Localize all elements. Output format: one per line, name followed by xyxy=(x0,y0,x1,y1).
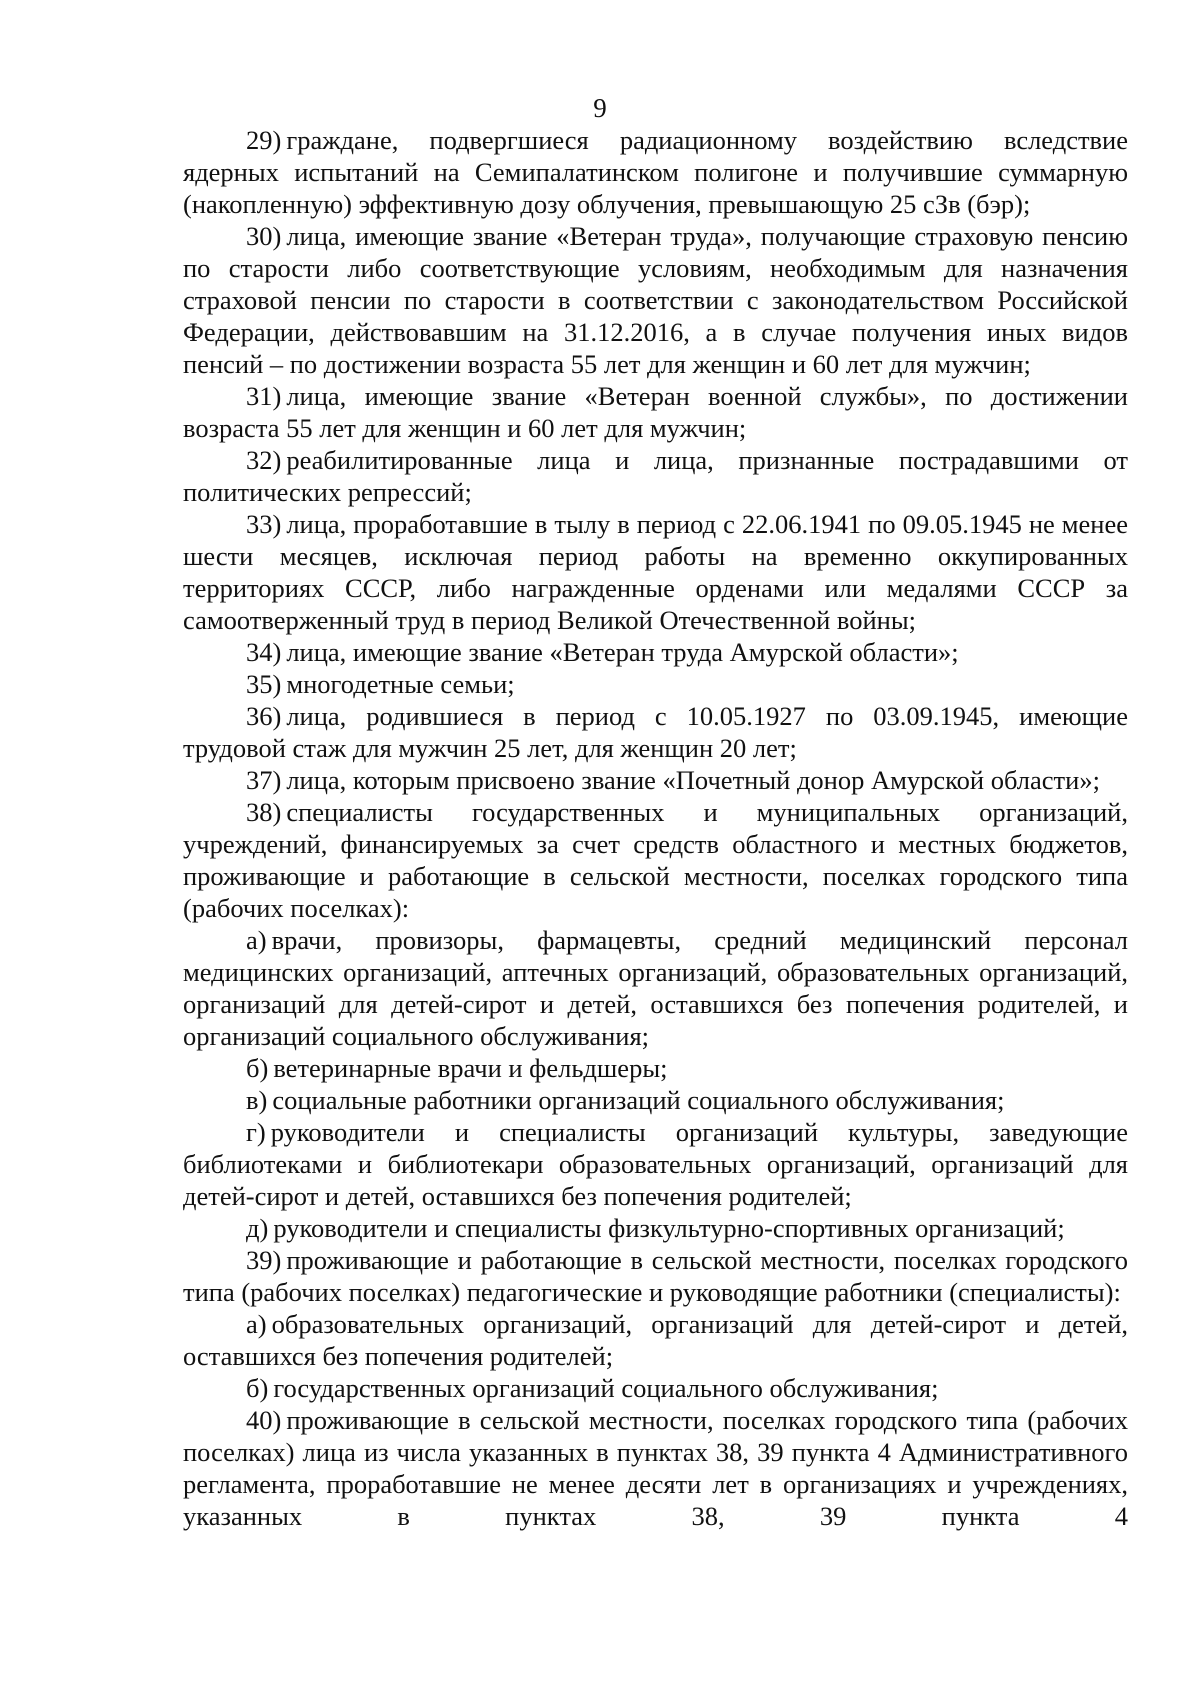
item-number: 35) xyxy=(246,669,282,699)
list-item-39 xyxy=(183,1244,1128,1308)
item-number: б) xyxy=(246,1373,269,1403)
item-number: 37) xyxy=(246,765,282,795)
item-text: лица, имеющие звание «Ветеран военной службы», по достижении возраста 55 лет для женщин и 60 лет для мужчин; xyxy=(183,381,1128,443)
list-item-35 xyxy=(183,668,1128,700)
item-number: 31) xyxy=(246,381,282,411)
item-number: 39) xyxy=(246,1245,282,1275)
item-text: реабилитированные лица и лица, признанные пострадавшими от политических репрессий; xyxy=(183,445,1128,507)
list-item-38 xyxy=(183,796,1128,924)
item-number: б) xyxy=(246,1053,269,1083)
list-item-32 xyxy=(183,444,1128,508)
item-number: г) xyxy=(246,1117,266,1147)
sub-item-38-a xyxy=(183,924,1128,1052)
item-number: 32) xyxy=(246,445,282,475)
item-number: в) xyxy=(246,1085,268,1115)
item-number: 36) xyxy=(246,701,282,731)
list-item-29 xyxy=(183,124,1128,220)
item-text: руководители и специалисты физкультурно-спортивных организаций; xyxy=(273,1213,1065,1243)
item-text: государственных организаций социального обслуживания; xyxy=(273,1373,939,1403)
list-item-31 xyxy=(183,380,1128,444)
list-item-33 xyxy=(183,508,1128,636)
item-text: лица, родившиеся в период с 10.05.1927 по 03.09.1945, имеющие трудовой стаж для мужчин 25 лет, для женщин 20 лет; xyxy=(183,701,1128,763)
sub-item-38-d xyxy=(183,1212,1128,1244)
item-number: 33) xyxy=(246,509,282,539)
item-text: проживающие и работающие в сельской местности, поселках городского типа (рабочих поселках) педагогические и руководящие работники (специалисты): xyxy=(183,1245,1128,1307)
sub-item-39-b xyxy=(183,1372,1128,1404)
item-text: лица, проработавшие в тылу в период с 22.06.1941 по 09.05.1945 не менее шести месяцев, исключая период работы на временно оккупированных территориях СССР, либо награжденные орденами или медалями СССР за самоотверженный труд в период Великой Отечественной войны; xyxy=(183,509,1128,635)
item-text: многодетные семьи; xyxy=(286,669,515,699)
sub-item-38-v xyxy=(183,1084,1128,1116)
item-text: лица, имеющие звание «Ветеран труда», получающие страховую пенсию по старости либо соответствующие условиям, необходимым для назначения страховой пенсии по старости в соответствии с законодательством Российской Федерации, действовавшим на 31.12.2016, а в случае получения иных видов пенсий – по достижении возраста 55 лет для женщин и 60 лет для мужчин; xyxy=(183,221,1128,379)
item-text: врачи, провизоры, фармацевты, средний медицинский персонал медицинских организаций, аптечных организаций, образовательных организаций, организаций для детей-сирот и детей, оставшихся без попечения родителей, и организаций социального обслуживания; xyxy=(183,925,1128,1051)
item-number: 29) xyxy=(246,125,282,155)
item-text: проживающие в сельской местности, поселках городского типа (рабочих поселках) лица из числа указанных в пунктах 38, 39 пункта 4 Административного регламента, проработавшие не менее десяти лет в организациях и учреждениях, указанных в пунктах 38, 39 пункта 4 xyxy=(183,1405,1128,1531)
item-text: граждане, подвергшиеся радиационному воздействию вследствие ядерных испытаний на Семипалатинском полигоне и получившие суммарную (накопленную) эффективную дозу облучения, превышающую 25 сЗв (бэр); xyxy=(183,125,1128,219)
item-text: специалисты государственных и муниципальных организаций, учреждений, финансируемых за счет средств областного и местных бюджетов, проживающие и работающие в сельской местности, поселках городского типа (рабочих поселках): xyxy=(183,797,1128,923)
item-number: а) xyxy=(246,1309,267,1339)
item-number: а) xyxy=(246,925,267,955)
item-text: руководители и специалисты организаций культуры, заведующие библиотеками и библиотекари образовательных организаций, организаций для детей-сирот и детей, оставшихся без попечения родителей; xyxy=(183,1117,1128,1211)
list-item-40 xyxy=(183,1404,1128,1532)
list-item-36 xyxy=(183,700,1128,764)
item-text: образовательных организаций, организаций для детей-сирот и детей, оставшихся без попечения родителей; xyxy=(183,1309,1128,1371)
item-number: 34) xyxy=(246,637,282,667)
item-text: лица, которым присвоено звание «Почетный донор Амурской области»; xyxy=(286,765,1100,795)
sub-item-39-a xyxy=(183,1308,1128,1372)
sub-item-38-g xyxy=(183,1116,1128,1212)
item-text: социальные работники организаций социального обслуживания; xyxy=(272,1085,1005,1115)
item-number: 40) xyxy=(246,1405,282,1435)
list-item-37 xyxy=(183,764,1128,796)
sub-item-38-b xyxy=(183,1052,1128,1084)
list-item-34 xyxy=(183,636,1128,668)
list-item-30 xyxy=(183,220,1128,380)
item-number: 38) xyxy=(246,797,282,827)
item-text: ветеринарные врачи и фельдшеры; xyxy=(273,1053,668,1083)
page-number: 9 xyxy=(593,93,607,123)
item-text: лица, имеющие звание «Ветеран труда Амурской области»; xyxy=(286,637,959,667)
item-number: д) xyxy=(246,1213,269,1243)
document-body xyxy=(183,124,1128,1532)
item-number: 30) xyxy=(246,221,282,251)
